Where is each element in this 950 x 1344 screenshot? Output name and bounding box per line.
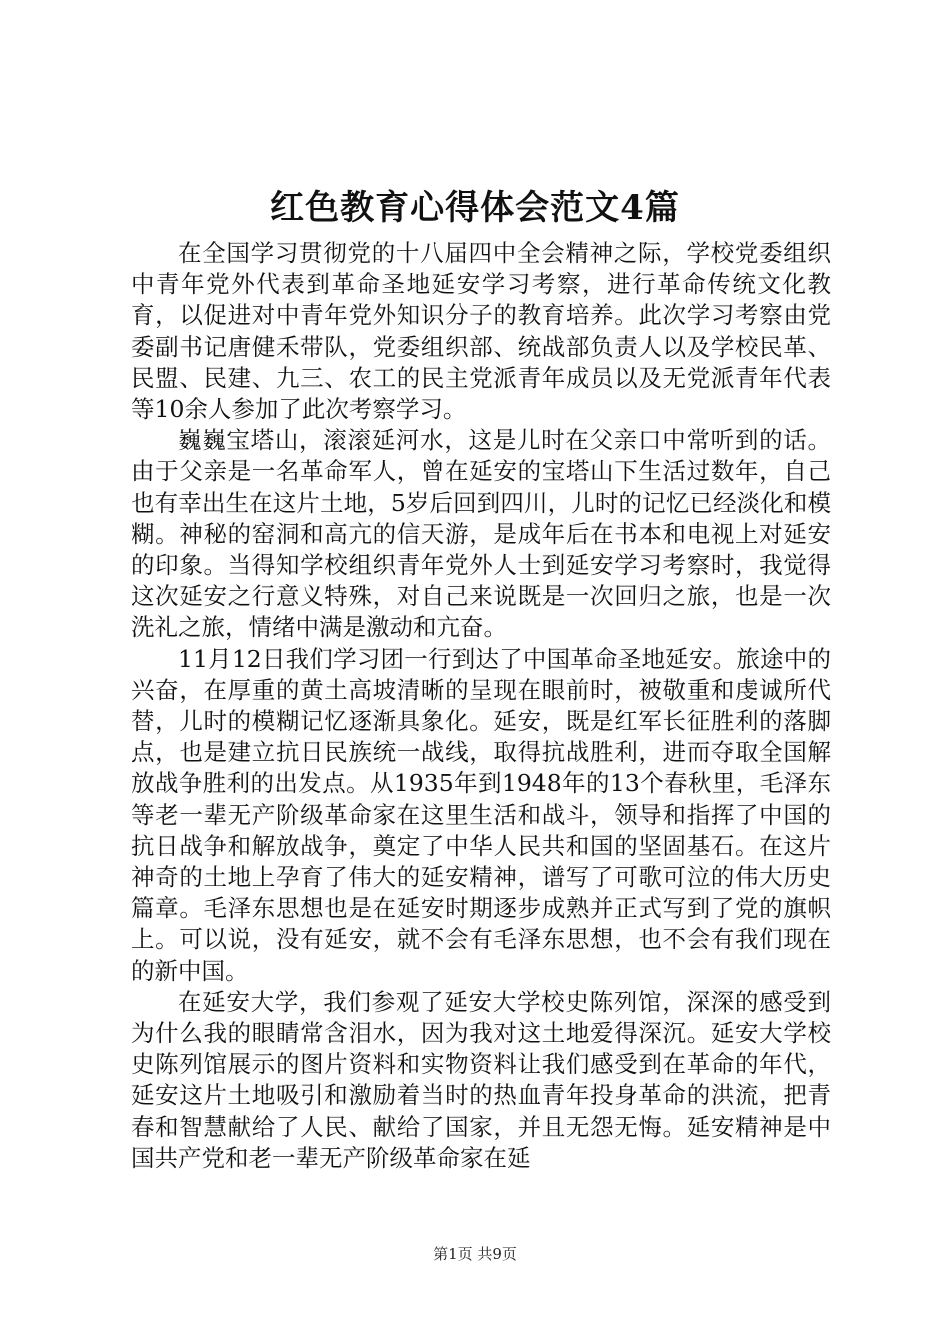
document-body [131,238,831,1174]
document-title: 红色教育心得体会范文4篇 [270,188,680,228]
paragraph-3: 11月12日我们学习团一行到达了中国革命圣地延安。旅途中的兴奋，在厚重的黄土高坡清晰的呈现在眼前时，被敬重和虔诚所代替，儿时的模糊记忆逐渐具象化。延安，既是红军长征胜利的落脚点，也是建立抗日民族统一战线，取得抗战胜利，进而夺取全国解放战争胜利的出发点。从1935年到1948年的13个春秋里，毛泽东等老一辈无产阶级革命家在这里生活和战斗，领导和指挥了中国的抗日战争和解放战争，奠定了中华人民共和国的坚固基石。在这片神奇的土地上孕育了伟大的延安精神，谱写了可歌可泣的伟大历史篇章。毛泽东思想也是在延安时期逐步成熟并正式写到了党的旗帜上。可以说，没有延安，就不会有毛泽东思想，也不会有我们现在的新中国。 [131,644,831,985]
paragraph-1: 在全国学习贯彻党的十八届四中全会精神之际，学校党委组织中青年党外代表到革命圣地延安学习考察，进行革命传统文化教育，以促进对中青年党外知识分子的教育培养。此次学习考察由党委副书记唐健禾带队，党委组织部、统战部负责人以及学校民革、民盟、民建、九三、农工的民主党派青年成员以及无党派青年代表等10余人参加了此次考察学习。 [131,239,831,424]
page-footer: 第1页 共9页 [433,1245,517,1263]
paragraph-2: 巍巍宝塔山，滚滚延河水，这是儿时在父亲口中常听到的话。由于父亲是一名革命军人，曾在延安的宝塔山下生活过数年，自己也有幸出生在这片土地，5岁后回到四川，儿时的记忆已经淡化和模糊。神秘的窑洞和高亢的信天游，是成年后在书本和电视上对延安的印象。当得知学校组织青年党外人士到延安学习考察时，我觉得这次延安之行意义特殊，对自己来说既是一次回归之旅，也是一次洗礼之旅，情绪中满是激动和亢奋。 [131,426,831,642]
paragraph-4: 在延安大学，我们参观了延安大学校史陈列馆，深深的感受到为什么我的眼睛常含泪水，因为我对这土地爱得深沉。延安大学校史陈列馆展示的图片资料和实物资料让我们感受到在革命的年代，延安这片土地吸引和激励着当时的热血青年投身革命的洪流，把青春和智慧献给了人民、献给了国家，并且无怨无悔。延安精神是中国共产党和老一辈无产阶级革命家在延 [131,987,831,1172]
